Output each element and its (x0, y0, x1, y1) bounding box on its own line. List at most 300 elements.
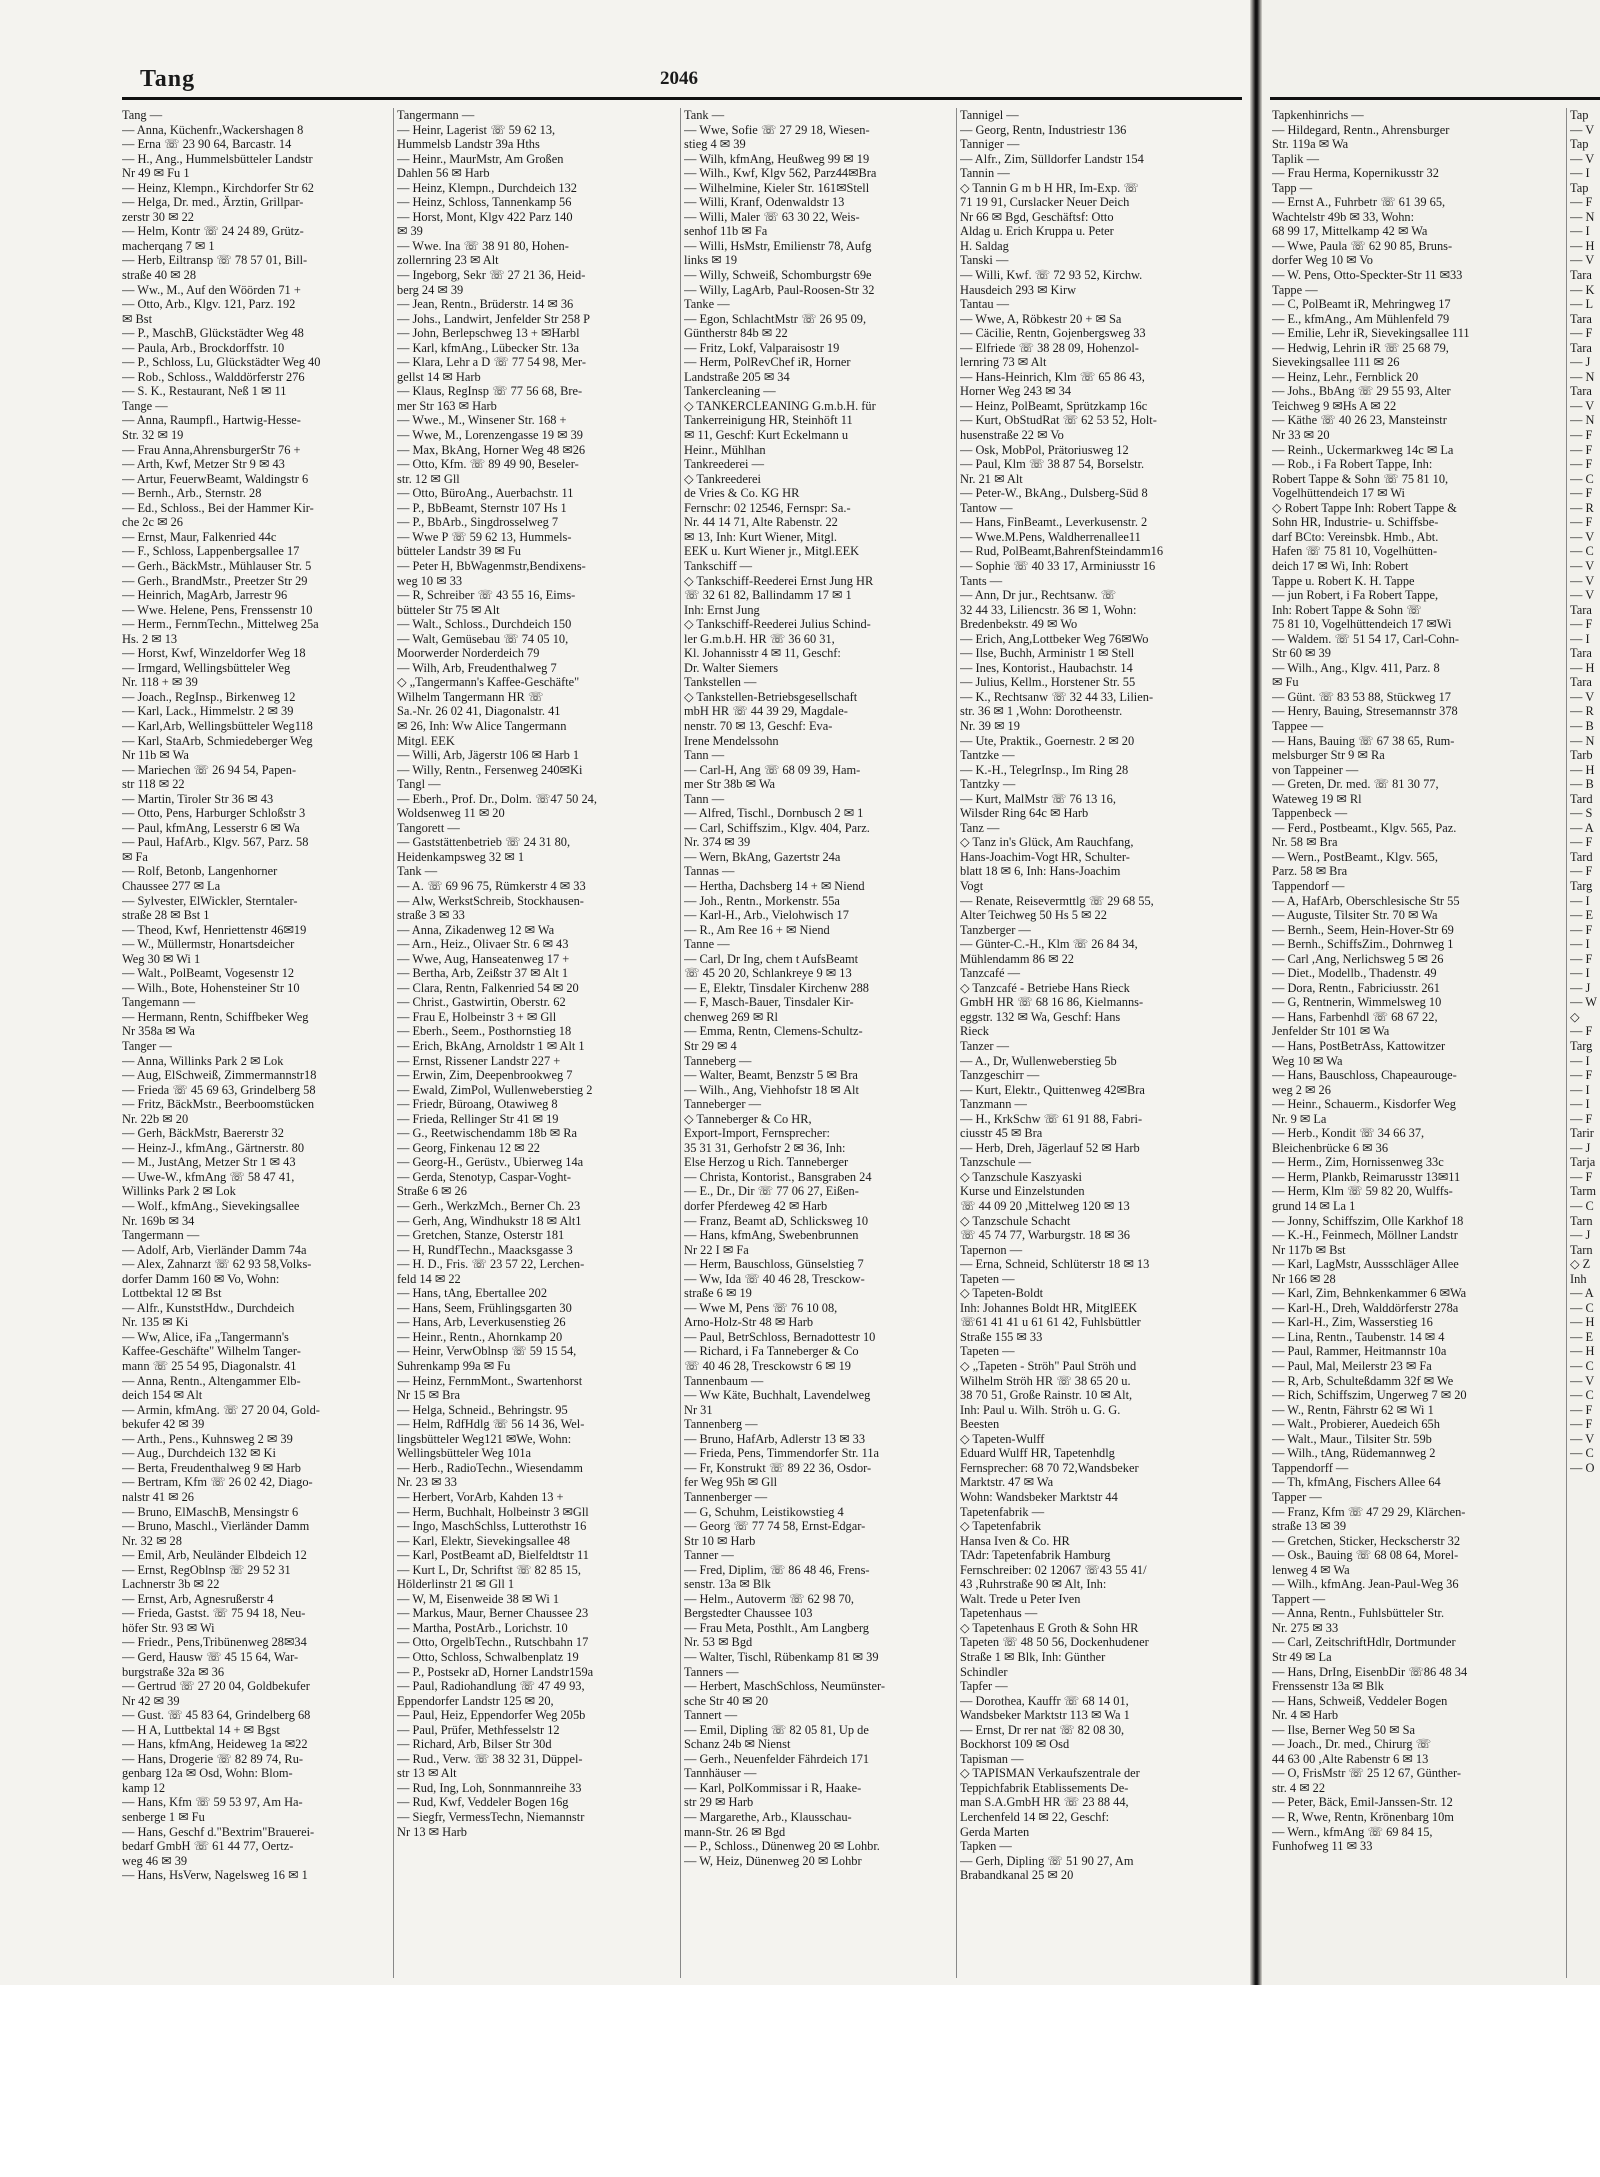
directory-entry: — Gerh, Dipling ☏ 51 90 27, Am (960, 1853, 1134, 1868)
directory-entry: ✉ 13, Inh: Kurt Wiener, Mitgl. (684, 529, 838, 544)
directory-entry: — Walt., Maur., Tilsiter Str. 59b (1272, 1431, 1432, 1446)
directory-entry: — Hans, HsVerw, Nagelsweg 16 ✉ 1 (122, 1868, 308, 1883)
directory-entry: — Ilse, Buchh, Arministr 1 ✉ Stell (960, 646, 1135, 661)
surname-heading: Tapeten — (960, 1344, 1015, 1359)
directory-entry: — I (1570, 1082, 1590, 1097)
book-gutter (1250, 0, 1262, 1985)
directory-entry: — Karl-H., Zim, Wasserstieg 16 (1272, 1315, 1433, 1330)
directory-entry: H. Saldag (960, 238, 1009, 253)
directory-entry: — Wern., PostBeamt., Klgv. 565, (1272, 849, 1438, 864)
directory-entry: ◇ Tanzschule Schacht (960, 1213, 1071, 1228)
directory-entry: che 2c ✉ 26 (122, 515, 183, 530)
directory-entry: — F (1570, 1417, 1593, 1432)
directory-entry: — F., Schloss, Lappenbergsallee 17 (122, 544, 300, 559)
directory-entry: — A., Dr, Wullenweberstieg 5b (960, 1053, 1117, 1068)
directory-entry: — W (1570, 995, 1597, 1010)
directory-entry: — F (1570, 442, 1593, 457)
directory-entry: — H A, Luttbektal 14 + ✉ Bgst (122, 1722, 280, 1737)
directory-entry: — Herm., FernmTechn., Mittelweg 25a (122, 617, 319, 632)
directory-entry: — Wwe, A, Röbkestr 20 + ✉ Sa (960, 311, 1122, 326)
directory-entry: Tarb (1570, 748, 1593, 763)
surname-heading: Tapken — (960, 1839, 1012, 1854)
directory-entry: Nr. 22b ✉ 20 (122, 1111, 189, 1126)
directory-entry: — Bernh., SchiffsZim., Dohrnweg 1 (1272, 937, 1454, 952)
directory-entry: — Carl, Schiffszim., Klgv. 404, Parz. (684, 820, 870, 835)
surname-heading: Tannhäuser — (684, 1766, 757, 1781)
directory-entry: — Frieda ☏ 45 69 63, Grindelberg 58 (122, 1082, 316, 1097)
directory-entry: — Heinr., Rentn., Ahornkamp 20 (397, 1329, 563, 1344)
directory-entry: — Walt., PolBeamt, Vogesenstr 12 (122, 966, 295, 981)
directory-entry: 32 44 33, Liliencstr. 36 ✉ 1, Wohn: (960, 602, 1137, 617)
directory-entry: — Hans, Farbenhdl ☏ 68 67 22, (1272, 1009, 1438, 1024)
directory-entry: — N (1570, 733, 1595, 748)
column-divider (680, 108, 681, 1978)
directory-entry: — Clara, Rentn, Falkenried 54 ✉ 20 (397, 980, 579, 995)
directory-entry: sche Str 40 ✉ 20 (684, 1693, 769, 1708)
directory-entry: — Armin, kfmAng. ☏ 27 20 04, Gold- (122, 1402, 320, 1417)
surname-heading: Tanke — (684, 297, 730, 312)
surname-heading: Tannenberger — (684, 1489, 768, 1504)
directory-entry: ◇ Tapetenfabrik (960, 1519, 1042, 1534)
directory-entry: — Reinh., Uckermarkweg 14c ✉ La (1272, 442, 1454, 457)
directory-entry: Tarn (1570, 1242, 1593, 1257)
directory-entry: — Helga, Schneid., Behringstr. 95 (397, 1402, 568, 1417)
directory-entry: melsburger Str 9 ✉ Ra (1272, 748, 1385, 763)
directory-entry: Hs. 2 ✉ 13 (122, 631, 178, 646)
directory-entry: — Christ., Gastwirtin, Oberstr. 62 (397, 995, 566, 1010)
directory-entry: — Heinr, VerwOblnsp ☏ 59 15 54, (397, 1344, 577, 1359)
surname-heading: Tantau — (960, 297, 1010, 312)
directory-entry: — Wwe.M.Pens, Waldherrenallee11 (960, 529, 1141, 544)
directory-entry: — Hedwig, Lehrin iR ☏ 25 68 79, (1272, 340, 1449, 355)
directory-entry: — Ingeborg, Sekr ☏ 27 21 36, Heid- (397, 268, 586, 283)
directory-entry: Hans-Joachim-Vogt HR, Schulter- (960, 849, 1130, 864)
directory-entry: — Bruno, ElMaschB, Mensingstr 6 (122, 1504, 299, 1519)
directory-entry: — H (1570, 1344, 1595, 1359)
directory-entry: — I (1570, 1053, 1590, 1068)
directory-entry: Nr. 53 ✉ Bgd (684, 1635, 753, 1650)
directory-entry: — Ww, Ida ☏ 40 46 28, Tresckow- (684, 1271, 865, 1286)
directory-entry: — E., Dr., Dir ☏ 77 06 27, Eißen- (684, 1184, 859, 1199)
directory-entry: str. 12 ✉ Gll (397, 471, 460, 486)
directory-entry: — F (1570, 951, 1593, 966)
directory-entry: — Hans, Schweiß, Veddeler Bogen (1272, 1693, 1448, 1708)
directory-entry: — Walt., Probierer, Auedeich 65h (1272, 1417, 1440, 1432)
directory-entry: — jun Robert, i Fa Robert Tappe, (1272, 588, 1439, 603)
directory-entry: Mitgl. EEK (397, 733, 455, 748)
surname-heading: Tapetenhaus — (960, 1606, 1038, 1621)
directory-entry: ◇ Tapetenhaus E Groth & Sohn HR (960, 1620, 1139, 1635)
directory-entry: Lachnerstr 3b ✉ 22 (122, 1577, 220, 1592)
directory-entry: — V (1570, 1373, 1595, 1388)
directory-entry: — Gerh, BäckMstr, Baererstr 32 (122, 1126, 284, 1141)
directory-entry: — F (1570, 195, 1593, 210)
surname-heading: Tappert — (1272, 1591, 1326, 1606)
directory-entry: ◇ Tanzschule Kaszyaski (960, 1169, 1082, 1184)
surname-heading: Tappee — (1272, 718, 1324, 733)
surname-heading: Tangl — (397, 777, 441, 792)
directory-entry: — Wolf., kfmAng., Sievekingsallee (122, 1199, 300, 1214)
directory-entry: stieg 4 ✉ 39 (684, 137, 746, 152)
directory-entry: Nr. 32 ✉ 28 (122, 1533, 182, 1548)
directory-entry: Straße 6 ✉ 26 (397, 1184, 467, 1199)
directory-entry: — O (1570, 1460, 1595, 1475)
directory-entry: — J (1570, 1140, 1591, 1155)
directory-entry: — Sophie ☏ 40 33 17, Arminiusstr 16 (960, 558, 1156, 573)
directory-entry: — M., JustAng, Metzer Str 1 ✉ 43 (122, 1155, 296, 1170)
directory-entry: Tara (1570, 646, 1592, 661)
directory-entry: — Rich, Schiffszim, Ungerweg 7 ✉ 20 (1272, 1388, 1467, 1403)
directory-entry: mbH HR ☏ 44 39 29, Magdale- (684, 704, 848, 719)
directory-entry: — Rud, PolBeamt,BahrenfSteindamm16 (960, 544, 1164, 559)
directory-entry: Nr 31 (684, 1402, 713, 1417)
directory-entry: — Otto, Arb., Klgv. 121, Parz. 192 (122, 297, 296, 312)
directory-entry: — Hermann, Rentn, Schiffbeker Weg (122, 1009, 309, 1024)
directory-entry: senstr. 13a ✉ Blk (684, 1577, 771, 1592)
directory-entry: — Christa, Kontorist., Bansgraben 24 (684, 1169, 872, 1184)
directory-entry: — Karl, kfmAng., Lübecker Str. 13a (397, 340, 580, 355)
directory-entry: — H., Ang., Hummelsbütteler Landstr (122, 151, 313, 166)
directory-entry: — Joach., RegInsp., Birkenweg 12 (122, 689, 296, 704)
directory-entry: — J (1570, 1228, 1591, 1243)
directory-entry: ✉ 26, Inh: Ww Alice Tangermann (397, 718, 567, 733)
directory-entry: Tara (1570, 268, 1592, 283)
directory-entry: Wilhelm Tangermann HR ☏ (397, 689, 544, 704)
directory-entry: — Richard, Arb, Bilser Str 30d (397, 1737, 552, 1752)
directory-entry: — G, Rentnerin, Wimmelsweg 10 (1272, 995, 1442, 1010)
surname-heading: Taplik — (1272, 151, 1319, 166)
directory-entry: — Margarethe, Arb., Klausschau- (684, 1809, 852, 1824)
directory-entry: Sohn HR, Industrie- u. Schiffsbe- (1272, 515, 1439, 530)
directory-entry: bekufer 42 ✉ 39 (122, 1417, 205, 1432)
directory-entry: Nr 15 ✉ Bra (397, 1388, 461, 1403)
directory-entry: — Rob., i Fa Robert Tappe, Inh: (1272, 457, 1433, 472)
directory-entry: — Gaststättenbetrieb ☏ 24 31 80, (397, 835, 571, 850)
directory-column-2 (397, 108, 659, 1978)
directory-entry: mer Str 163 ✉ Harb (397, 398, 497, 413)
directory-entry: — Bertha, Arb, Zeißstr 37 ✉ Alt 1 (397, 966, 569, 981)
directory-entry: straße 13 ✉ 39 (1272, 1519, 1347, 1534)
directory-entry: — Otto, BüroAng., Auerbachstr. 11 (397, 486, 574, 501)
directory-entry: — Paula, Arb., Brockdorffstr. 10 (122, 340, 285, 355)
directory-entry: Nr. 9 ✉ La (1272, 1111, 1327, 1126)
directory-entry: — Herm, Plankb, Reimarusstr 13✉11 (1272, 1169, 1461, 1184)
directory-entry: — Horst, Mont, Klgv 422 Parz 140 (397, 209, 573, 224)
directory-entry: berg 24 ✉ 39 (397, 282, 464, 297)
directory-entry: — Paul, Klm ☏ 38 87 54, Borselstr. (960, 457, 1145, 472)
directory-entry: — Hans, Bauschloss, Chapeaurouge- (1272, 1068, 1457, 1083)
surname-heading: Tannert — (684, 1708, 738, 1723)
directory-entry: — Theod, Kwf, Henriettenstr 46✉19 (122, 922, 307, 937)
directory-entry: 35 31 31, Gerhofstr 2 ✉ 36, Inh: (684, 1140, 846, 1155)
directory-entry: — Hans, PostBetrAss, Kattowitzer (1272, 1039, 1446, 1053)
directory-entry: — Heinz, Schloss, Tannenkamp 56 (397, 195, 572, 210)
directory-entry: — Auguste, Tilsiter Str. 70 ✉ Wa (1272, 908, 1438, 923)
directory-entry: — Wilh., kfmAng. Jean-Paul-Weg 36 (1272, 1577, 1459, 1592)
directory-entry: Dr. Walter Siemers (684, 660, 779, 675)
directory-entry: — Frieda, Rellinger Str 41 ✉ 19 (397, 1111, 559, 1126)
directory-entry: — Emil, Dipling ☏ 82 05 81, Up de (684, 1722, 869, 1737)
directory-entry: — Wwe, Aug, Hanseatenweg 17 + (397, 951, 570, 966)
directory-entry: — V (1570, 573, 1595, 588)
directory-entry: Hafen ☏ 75 81 10, Vogelhütten- (1272, 544, 1438, 559)
directory-entry: — Wwe, Sofie ☏ 27 29 18, Wiesen- (684, 122, 870, 137)
directory-entry: — Carl, ZeitschriftHdlr, Dortmunder (1272, 1635, 1456, 1650)
surname-heading: Tange — (122, 398, 168, 413)
directory-entry: ☏ 44 09 20 ,Mittelweg 120 ✉ 13 (960, 1199, 1130, 1214)
directory-entry: — Max, BkAng, Horner Weg 48 ✉26 (397, 442, 586, 457)
directory-entry: — F (1570, 326, 1593, 341)
surname-heading: Tann — (684, 791, 725, 806)
directory-entry: — Ernst A., Fuhrbetr ☏ 61 39 65, (1272, 195, 1446, 210)
directory-entry: — F (1570, 457, 1593, 472)
surname-heading: Tants — (960, 573, 1003, 588)
directory-entry: höfer Str. 93 ✉ Wi (122, 1620, 215, 1635)
directory-entry: Nr 117b ✉ Bst (1272, 1242, 1346, 1257)
directory-entry: — Wern., kfmAng ☏ 69 84 15, (1272, 1824, 1433, 1839)
directory-entry: ler G.m.b.H. HR ☏ 36 60 31, (684, 631, 835, 646)
directory-entry: Teichweg 9 ✉Hs A ✉ 22 (1272, 398, 1397, 413)
directory-entry: — H (1570, 1315, 1595, 1330)
directory-entry: Fernsprecher: 68 70 72,Wandsbeker (960, 1460, 1139, 1475)
directory-entry: — Wwe., M., Winsener Str. 168 + (397, 413, 567, 428)
directory-entry: — L (1570, 297, 1594, 312)
directory-entry: — Franz, Kfm ☏ 47 29 29, Klärchen- (1272, 1504, 1466, 1519)
directory-entry: — K (1570, 282, 1595, 297)
page-number: 2046 (660, 68, 698, 89)
directory-entry: — Anna, Willinks Park 2 ✉ Lok (122, 1053, 284, 1068)
surname-heading: Tannas — (684, 864, 735, 879)
directory-entry: — W, Heiz, Dünenweg 20 ✉ Lohbr (684, 1853, 862, 1868)
directory-entry: genbarg 12a ✉ Osd, Wohn: Blom- (122, 1766, 293, 1781)
directory-entry: — W., Müllermstr, Honartsdeicher (122, 937, 295, 952)
directory-entry: — Artur, FeuerwBeamt, Waldingstr 6 (122, 471, 309, 486)
header-rule (122, 97, 1242, 100)
directory-entry: — Siegfr, VermessTechn, Niemannstr (397, 1809, 585, 1824)
directory-entry: ◇ TANKERCLEANING G.m.b.H. für (684, 398, 876, 413)
directory-entry: senberge 1 ✉ Fu (122, 1809, 205, 1824)
directory-entry: Heidenkampsweg 32 ✉ 1 (397, 849, 525, 864)
directory-entry: — V (1570, 151, 1595, 166)
directory-entry: Hansa Iven & Co. HR (960, 1533, 1070, 1548)
directory-entry: dorfer Weg 10 ✉ Vo (1272, 253, 1373, 268)
directory-entry: Targ (1570, 878, 1593, 893)
directory-entry: — Kurt, ObStudRat ☏ 62 53 52, Holt- (960, 413, 1157, 428)
directory-entry: — F (1570, 1024, 1593, 1039)
directory-entry: — Hans, Seem, Frühlingsgarten 30 (397, 1300, 572, 1315)
directory-entry: — Willi, HsMstr, Emilienstr 78, Aufg (684, 238, 872, 253)
directory-entry: — Peter H, BbWagenmstr,Bendixens- (397, 558, 586, 573)
directory-entry: Willinks Park 2 ✉ Lok (122, 1184, 236, 1199)
directory-entry: — Paul, Prüfer, Methfesselstr 12 (397, 1722, 560, 1737)
directory-entry: — Hans, tAng, Ebertallee 202 (397, 1286, 548, 1301)
directory-entry: — F (1570, 922, 1593, 937)
directory-entry: Tara (1570, 311, 1592, 326)
directory-entry: — Kurt, Elektr., Quittenweg 42✉Bra (960, 1082, 1145, 1097)
directory-entry: EEK u. Kurt Wiener jr., Mitgl.EEK (684, 544, 860, 559)
directory-entry: — Karl, PostBeamt aD, Bielfeldtstr 11 (397, 1548, 589, 1563)
directory-entry: — Alex, Zahnarzt ☏ 62 93 58,Volks- (122, 1257, 312, 1272)
directory-entry: Weg 10 ✉ Wa (1272, 1053, 1343, 1068)
directory-entry: Rieck (960, 1024, 989, 1039)
directory-entry: — Th, kfmAng, Fischers Allee 64 (1272, 1475, 1441, 1490)
surname-heading: Tantzke — (960, 748, 1015, 763)
directory-entry: — Friedr., Pens,Tribünenweg 28✉34 (122, 1635, 307, 1650)
directory-entry: Teppichfabrik Etablissements De- (960, 1780, 1129, 1795)
directory-entry: — Rud, Ing, Loh, Sonnmannreihe 33 (397, 1780, 582, 1795)
directory-entry: — Frau Anna,AhrensburgerStr 76 + (122, 442, 301, 457)
surname-heading: Tannenberg — (684, 1417, 758, 1432)
directory-entry: — John, Berlepschweg 13 + ✉Harbl (397, 326, 580, 341)
directory-entry: 38 70 51, Große Rainstr. 10 ✉ Alt, (960, 1388, 1133, 1403)
directory-entry: Sievekingsallee 111 ✉ 26 (1272, 355, 1400, 370)
directory-entry: — Joach., Dr. med., Chirurg ☏ (1272, 1737, 1432, 1752)
directory-entry: Hölderlinstr 21 ✉ Gll 1 (397, 1577, 515, 1592)
directory-entry: — Rob., Schloss., Walddörferstr 276 (122, 369, 305, 384)
directory-entry: — Gerh., BrandMstr., Preetzer Str 29 (122, 573, 308, 588)
directory-entry: ✉ Bst (122, 311, 153, 326)
directory-entry: Str 49 ✉ La (1272, 1649, 1332, 1664)
directory-entry: de Vries & Co. KG HR (684, 486, 800, 501)
directory-entry: Weg 30 ✉ Wi 1 (122, 951, 201, 966)
directory-entry: ☏ 45 20 20, Schlankreye 9 ✉ 13 (684, 966, 852, 981)
directory-entry: — C (1570, 1300, 1594, 1315)
directory-entry: weg 46 ✉ 39 (122, 1853, 188, 1868)
directory-entry: husenstraße 22 ✉ Vo (960, 428, 1064, 443)
directory-entry: — Wwe P ☏ 59 62 13, Hummels- (397, 529, 572, 544)
directory-entry: — Willi, Arb, Jägerstr 106 ✉ Harb 1 (397, 748, 580, 763)
directory-entry: — Ines, Kontorist., Haubachstr. 14 (960, 660, 1133, 675)
directory-entry: Landstraße 205 ✉ 34 (684, 369, 790, 384)
directory-entry: — Berta, Freudenthalweg 9 ✉ Harb (122, 1460, 301, 1475)
directory-entry: — I (1570, 166, 1590, 181)
directory-entry: Str 10 ✉ Harb (684, 1533, 756, 1548)
directory-entry: — Ingo, MaschSchlss, Lutterothstr 16 (397, 1519, 587, 1534)
directory-entry: — Hans-Heinrich, Klm ☏ 65 86 43, (960, 369, 1145, 384)
directory-entry: — Mariechen ☏ 26 94 54, Papen- (122, 762, 297, 777)
directory-entry: — Egon, SchlachtMstr ☏ 26 95 09, (684, 311, 867, 326)
directory-entry: — Wilh, kfmAng, Heußweg 99 ✉ 19 (684, 151, 870, 166)
directory-entry: Wohn: Wandsbeker Marktstr 44 (960, 1489, 1118, 1504)
directory-entry: Else Herzog u Rich. Tanneberger (684, 1155, 849, 1170)
directory-entry: ☏ 32 61 82, Ballindamm 17 ✉ 1 (684, 588, 852, 603)
directory-entry: — Ed., Schloss., Bei der Hammer Kir- (122, 500, 314, 515)
directory-entry: — Herbert, MaschSchloss, Neumünster- (684, 1679, 886, 1694)
directory-entry: — Karl, Lack., Himmelstr. 2 ✉ 39 (122, 704, 294, 719)
directory-entry: — F (1570, 428, 1593, 443)
directory-entry: ◇ Tanneberger & Co HR, (684, 1111, 812, 1126)
directory-entry: — R (1570, 704, 1594, 719)
directory-entry: 68 99 17, Mittelkamp 42 ✉ Wa (1272, 224, 1428, 239)
directory-column-5 (1272, 108, 1572, 1978)
directory-entry: — Willy, Schweiß, Schomburgstr 69e (684, 268, 872, 283)
header-rule-right (1270, 97, 1600, 100)
directory-entry: — Richard, i Fa Tanneberger & Co (684, 1344, 859, 1359)
directory-entry: — Herm, Klm ☏ 59 82 20, Wulffs- (1272, 1184, 1453, 1199)
directory-entry: ✉ Fu (1272, 675, 1299, 690)
directory-entry: — A (1570, 1286, 1594, 1301)
directory-entry: Nr 42 ✉ 39 (122, 1693, 180, 1708)
directory-entry: — E, Elektr, Tinsdaler Kirchenw 288 (684, 980, 869, 995)
directory-entry: — Carl-H, Ang ☏ 68 09 39, Ham- (684, 762, 861, 777)
directory-entry: Nr. 169b ✉ 34 (122, 1213, 195, 1228)
directory-entry: Wellingsbütteler Weg 101a (397, 1446, 532, 1461)
directory-entry: bedarf GmbH ☏ 61 44 77, Oertz- (122, 1839, 294, 1854)
directory-entry: — Georg ☏ 77 74 58, Ernst-Edgar- (684, 1519, 866, 1534)
directory-entry: — Renate, Reisevermttlg ☏ 29 68 55, (960, 893, 1154, 908)
directory-entry: — Herbert, VorArb, Kahden 13 + (397, 1489, 564, 1504)
directory-entry: — Willy, Rentn., Fersenweg 240✉Ki (397, 762, 583, 777)
directory-entry: — Sylvester, ElWickler, Sterntaler- (122, 893, 298, 908)
directory-entry: — Willi, Kranf, Odenwaldstr 13 (684, 195, 845, 210)
directory-entry: — Georg, Rentn, Industriestr 136 (960, 122, 1127, 137)
directory-entry: Nr. 135 ✉ Ki (122, 1315, 189, 1330)
directory-entry: — S. K., Restaurant, Neß 1 ✉ 11 (122, 384, 287, 399)
directory-entry: — Herb, Eiltransp ☏ 78 57 01, Bill- (122, 253, 308, 268)
directory-entry: Straße 1 ✉ Blk, Inh: Günther (960, 1649, 1106, 1664)
directory-entry: — Rud, Kwf, Veddeler Bogen 16g (397, 1795, 569, 1810)
directory-entry: — Erna, Schneid, Schlüterstr 18 ✉ 13 (960, 1257, 1150, 1272)
directory-entry: — Cäcilie, Rentn, Gojenbergsweg 33 (960, 326, 1146, 341)
directory-entry: — I (1570, 1097, 1590, 1112)
directory-entry: — Günter-C.-H., Klm ☏ 26 84 34, (960, 937, 1138, 952)
directory-entry: — N (1570, 369, 1595, 384)
directory-entry: — E (1570, 908, 1594, 923)
directory-entry: — Osk, MobPol, Prätoriusweg 12 (960, 442, 1129, 457)
directory-entry: — Fred, Diplim, ☏ 86 48 46, Frens- (684, 1562, 870, 1577)
directory-entry: — Bernh., Arb., Sternstr. 28 (122, 486, 262, 501)
directory-entry: Schindler (960, 1664, 1008, 1679)
directory-entry: — Frau E, Holbeinstr 3 + ✉ Gll (397, 1009, 557, 1024)
directory-entry: — K., Rechtsanw ☏ 32 44 33, Lilien- (960, 689, 1154, 704)
directory-entry: deich 17 ✉ Wi, Inh: Robert (1272, 558, 1409, 573)
directory-entry: man S.A.GmbH HR ☏ 23 88 44, (960, 1795, 1129, 1810)
directory-entry: — Frieda, Pens, Timmendorfer Str. 11a (684, 1446, 880, 1461)
directory-entry: Targ (1570, 1039, 1593, 1053)
directory-entry: — Ernst, Maur, Falkenried 44c (122, 529, 277, 544)
directory-entry: — Herb., Kondit ☏ 34 66 37, (1272, 1126, 1425, 1141)
directory-entry: Horner Weg 243 ✉ 34 (960, 384, 1072, 399)
directory-entry: — F (1570, 1402, 1593, 1417)
directory-entry: — F (1570, 515, 1593, 530)
surname-heading: Tannin — (960, 166, 1010, 181)
directory-entry: — K.-H., TelegrInsp., Im Ring 28 (960, 762, 1129, 777)
directory-entry: fer Weg 95h ✉ Gll (684, 1475, 778, 1490)
directory-entry: burgstraße 32a ✉ 36 (122, 1664, 225, 1679)
directory-entry: — N (1570, 413, 1595, 428)
directory-entry: Alter Teichweg 50 Hs 5 ✉ 22 (960, 908, 1107, 923)
directory-entry: — Karl, PolKommissar i R, Haake- (684, 1780, 862, 1795)
directory-entry: — Walter, Beamt, Benzstr 5 ✉ Bra (684, 1068, 858, 1083)
directory-entry: Tara (1570, 675, 1592, 690)
directory-entry: — Hans, Arb, Leverkusenstieg 26 (397, 1315, 566, 1330)
directory-entry: Tard (1570, 849, 1593, 864)
directory-entry: — Herb., RadioTechn., Wiesendamm (397, 1460, 583, 1475)
surname-heading: Tapetenfabrik — (960, 1504, 1045, 1519)
surname-heading: Tanzberger — (960, 922, 1031, 937)
directory-entry: Nr. 44 14 71, Alte Rabenstr. 22 (684, 515, 838, 530)
surname-heading: Tang — (122, 108, 163, 122)
directory-entry: — Karl-H., Arb., Vielohwisch 17 (684, 908, 849, 923)
directory-entry: — Erich, Ang,Lottbeker Weg 76✉Wo (960, 631, 1149, 646)
directory-entry: — Heinz, Lehr., Fernblick 20 (1272, 369, 1419, 384)
directory-entry: — Jean, Rentn., Brüderstr. 14 ✉ 36 (397, 297, 574, 312)
directory-entry: Tara (1570, 384, 1592, 399)
directory-entry: Eduard Wulff HR, Tapetenhdlg (960, 1446, 1115, 1461)
directory-entry: — Dora, Rentn., Fabriciusstr. 261 (1272, 980, 1440, 995)
directory-entry: kamp 12 (122, 1780, 166, 1795)
directory-entry: Brabandkanal 25 ✉ 20 (960, 1868, 1074, 1883)
